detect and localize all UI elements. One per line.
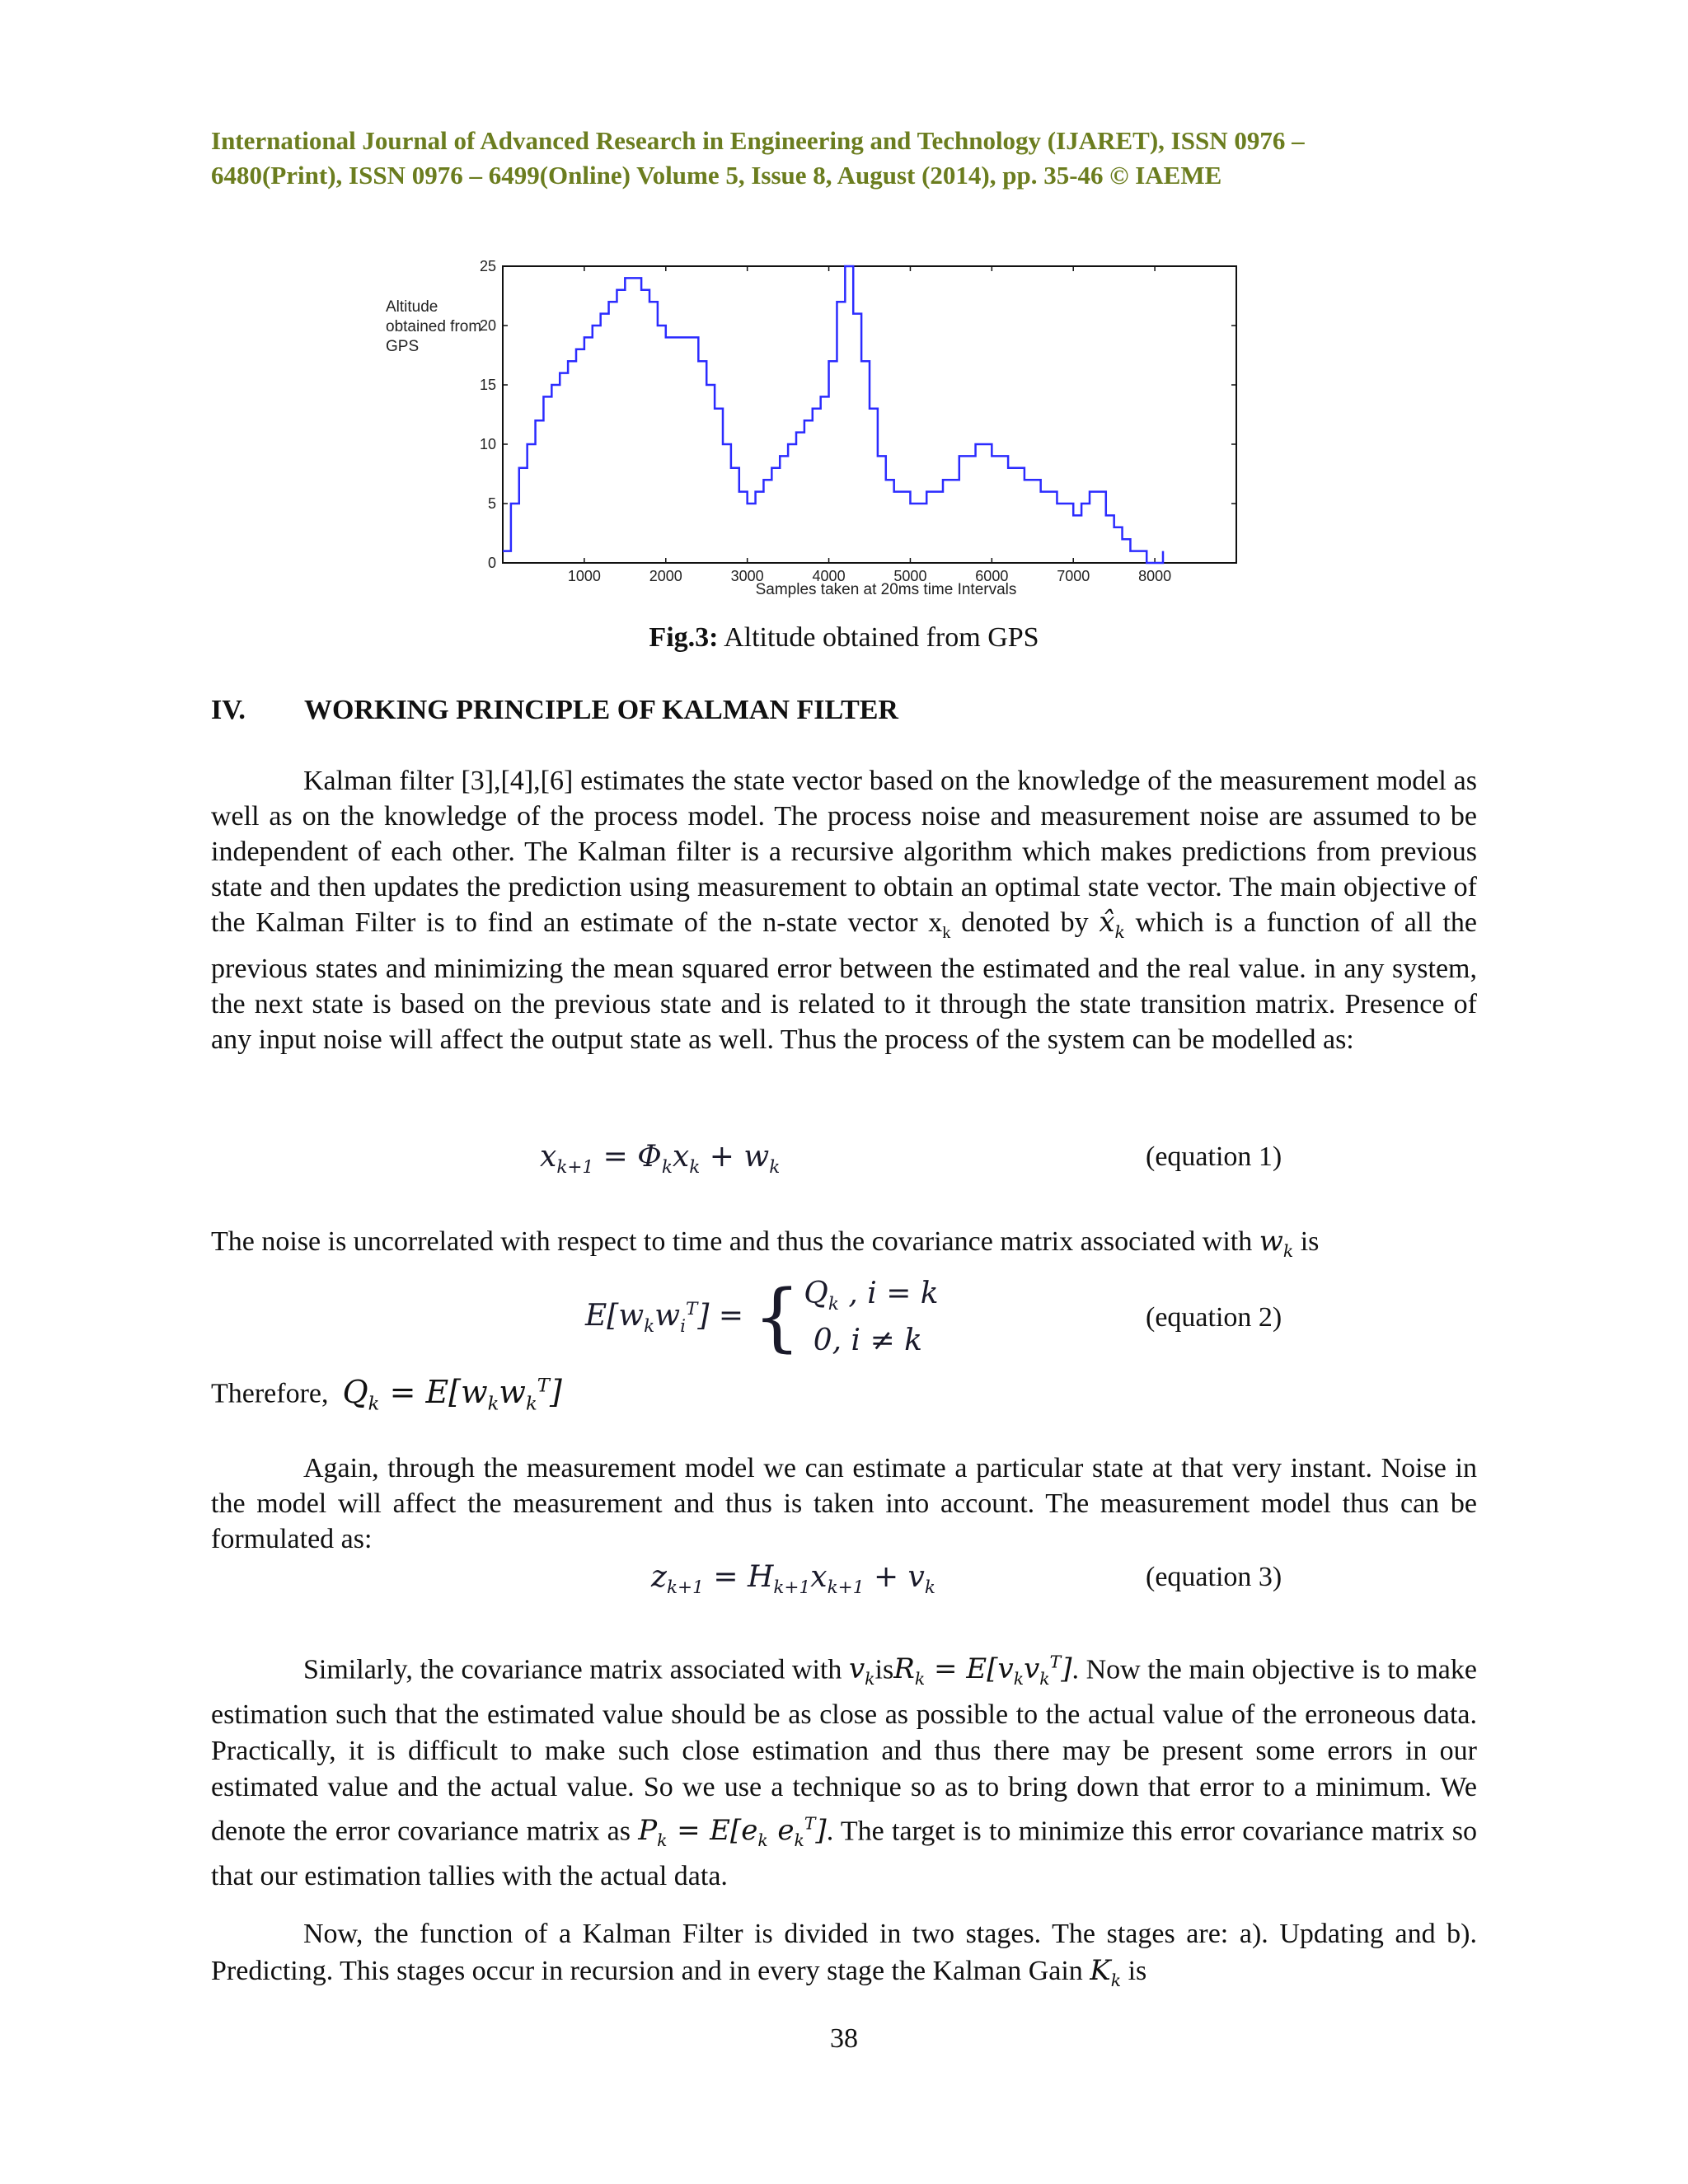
x-tick-label: 7000	[1057, 568, 1090, 584]
equation-1: $x_{k+1} = \Phi_kx_k + w_k$	[540, 1140, 781, 1179]
paragraph-two-stages-tail: is	[1121, 1956, 1147, 1986]
figure-caption-label: Fig.3:	[649, 622, 719, 653]
x-tick-label: 1000	[567, 568, 601, 584]
x-tick-label: 8000	[1138, 568, 1172, 584]
paragraph-two-stages-text: Now, the function of a Kalman Filter is divided in two stages. The stages are: a). Updating and b). Predicting. This stages occur in recursion and in every stage the Kalman Gain	[211, 1919, 1477, 1986]
plot-frame	[503, 266, 1236, 563]
paragraph-measurement-model	[211, 1451, 1477, 1557]
x-tick-label: 4000	[812, 568, 846, 584]
paragraph-two-stages	[211, 1916, 1477, 1999]
journal-header-line-2: 6480(Print), ISSN 0976 – 6499(Online) Volume 5, Issue 8, August (2014), pp. 35-46 © IAEME	[211, 161, 1222, 190]
v-k-symbol: $v_k$	[848, 1652, 875, 1690]
equation-2-label: (equation 2)	[1146, 1302, 1282, 1333]
y-axis-label-line: obtained from	[386, 318, 482, 335]
paragraph-kalman-intro	[211, 763, 1477, 1057]
x-hat-symbol: $x̂_k$	[1099, 906, 1125, 942]
k-k-symbol: $K_k$	[1090, 1954, 1122, 1990]
section-heading	[211, 695, 898, 726]
equation-2: $E[w_kw_i^T]$ = { $Q_k$ , i = k 0, i ≠ k	[585, 1273, 939, 1361]
noise-sentence-tail: is	[1293, 1226, 1320, 1257]
paragraph-kalman-intro-a: Kalman filter [3],[4],[6] estimates the state vector based on the knowledge of the measurement model as well as on the knowledge of the process model. The process noise and measurement noise are assumed to be independent of each other. The Kalman filter is a recursive algorithm which makes predictions from previous state and then updates the prediction using measurement to obtain an optimal state vector. The main objective of the Kalman Filter is to find an estimate of the n-state vector x	[211, 766, 1477, 938]
altitude-series-line	[503, 266, 1163, 563]
y-axis-label-line: Altitude	[386, 298, 438, 316]
y-tick-label: 10	[479, 436, 496, 452]
paragraph-error-covariance-is: is	[874, 1654, 894, 1685]
subscript-k: k	[942, 923, 951, 942]
y-tick-label: 0	[487, 555, 496, 571]
y-tick-label: 5	[487, 495, 496, 512]
noise-sentence-text: The noise is uncorrelated with respect to time and thus the covariance matrix associated with	[211, 1226, 1253, 1257]
y-tick-label: 25	[479, 258, 496, 274]
q-k-equation: $Q_k = E[w_kw_k^T]$	[342, 1373, 562, 1415]
p-k-equation: $P_k = E[e_k$ $e_k^T$]	[638, 1814, 827, 1851]
paragraph-kalman-intro-c: which is a function of all the previous states and minimizing the mean squared error between the estimated and the real value. in any system, the next state is based on the previous state and is related to it through the state transition matrix. Presence of any input noise will affect the output state as well. Thus the process of the system can be modelled as:	[211, 907, 1477, 1055]
equation-3: $z_{k+1} = H_{k+1}x_{k+1} + v_k$	[651, 1560, 935, 1599]
therefore-line	[211, 1368, 1477, 1422]
section-number: IV.	[211, 695, 246, 725]
paragraph-error-covariance-a: Similarly, the covariance matrix associated with	[303, 1654, 849, 1685]
x-axis-label: Samples taken at 20ms time Intervals	[755, 581, 1017, 598]
equation-3-label: (equation 3)	[1146, 1562, 1282, 1592]
noise-sentence	[211, 1224, 1477, 1269]
therefore-text: Therefore,	[211, 1378, 329, 1409]
y-axis-label-line: GPS	[386, 338, 420, 355]
section-title: WORKING PRINCIPLE OF KALMAN FILTER	[304, 695, 898, 725]
paragraph-kalman-intro-b: denoted by	[950, 907, 1100, 938]
journal-header	[211, 124, 1477, 193]
x-tick-label: 2000	[649, 568, 682, 584]
paragraph-measurement-model-text: Again, through the measurement model we can estimate a particular state at that very instant. Noise in the model will affect the measurement and thus is taken into account. The measurement model thus can be formulated as:	[211, 1453, 1477, 1554]
figure-caption-text: Altitude obtained from GPS	[718, 622, 1039, 653]
paragraph-error-covariance-c: . The target is to minimize this error covariance matrix so that our estimation tallies with the actual data.	[211, 1816, 1477, 1892]
page-number: 38	[830, 2023, 858, 2054]
y-tick-label: 15	[479, 377, 496, 393]
journal-header-line-1: International Journal of Advanced Research in Engineering and Technology (IJARET), ISSN 0976 –	[211, 126, 1305, 155]
paragraph-error-covariance-b: . Now the main objective is to make estimation such that the estimated value should be as close as possible to the actual value of the erroneous data. Practically, it is difficult to make such close estimation and thus there may be present some errors in our estimated value and the actual value. So we use a technique so as to bring down that error to a minimum. We denote the error covariance matrix as	[211, 1654, 1477, 1847]
paragraph-error-covariance	[211, 1644, 1477, 1895]
x-tick-label: 3000	[730, 568, 764, 584]
y-tick-label: 20	[479, 317, 496, 334]
r-k-equation: $R_k = E[v_kv_k^T]$	[893, 1652, 1072, 1690]
w-k-symbol: $w_k$	[1259, 1225, 1294, 1261]
equation-1-label: (equation 1)	[1146, 1141, 1282, 1172]
x-tick-label: 5000	[893, 568, 927, 584]
altitude-chart	[379, 251, 1245, 598]
x-tick-label: 6000	[975, 568, 1009, 584]
figure-caption	[0, 622, 1688, 654]
